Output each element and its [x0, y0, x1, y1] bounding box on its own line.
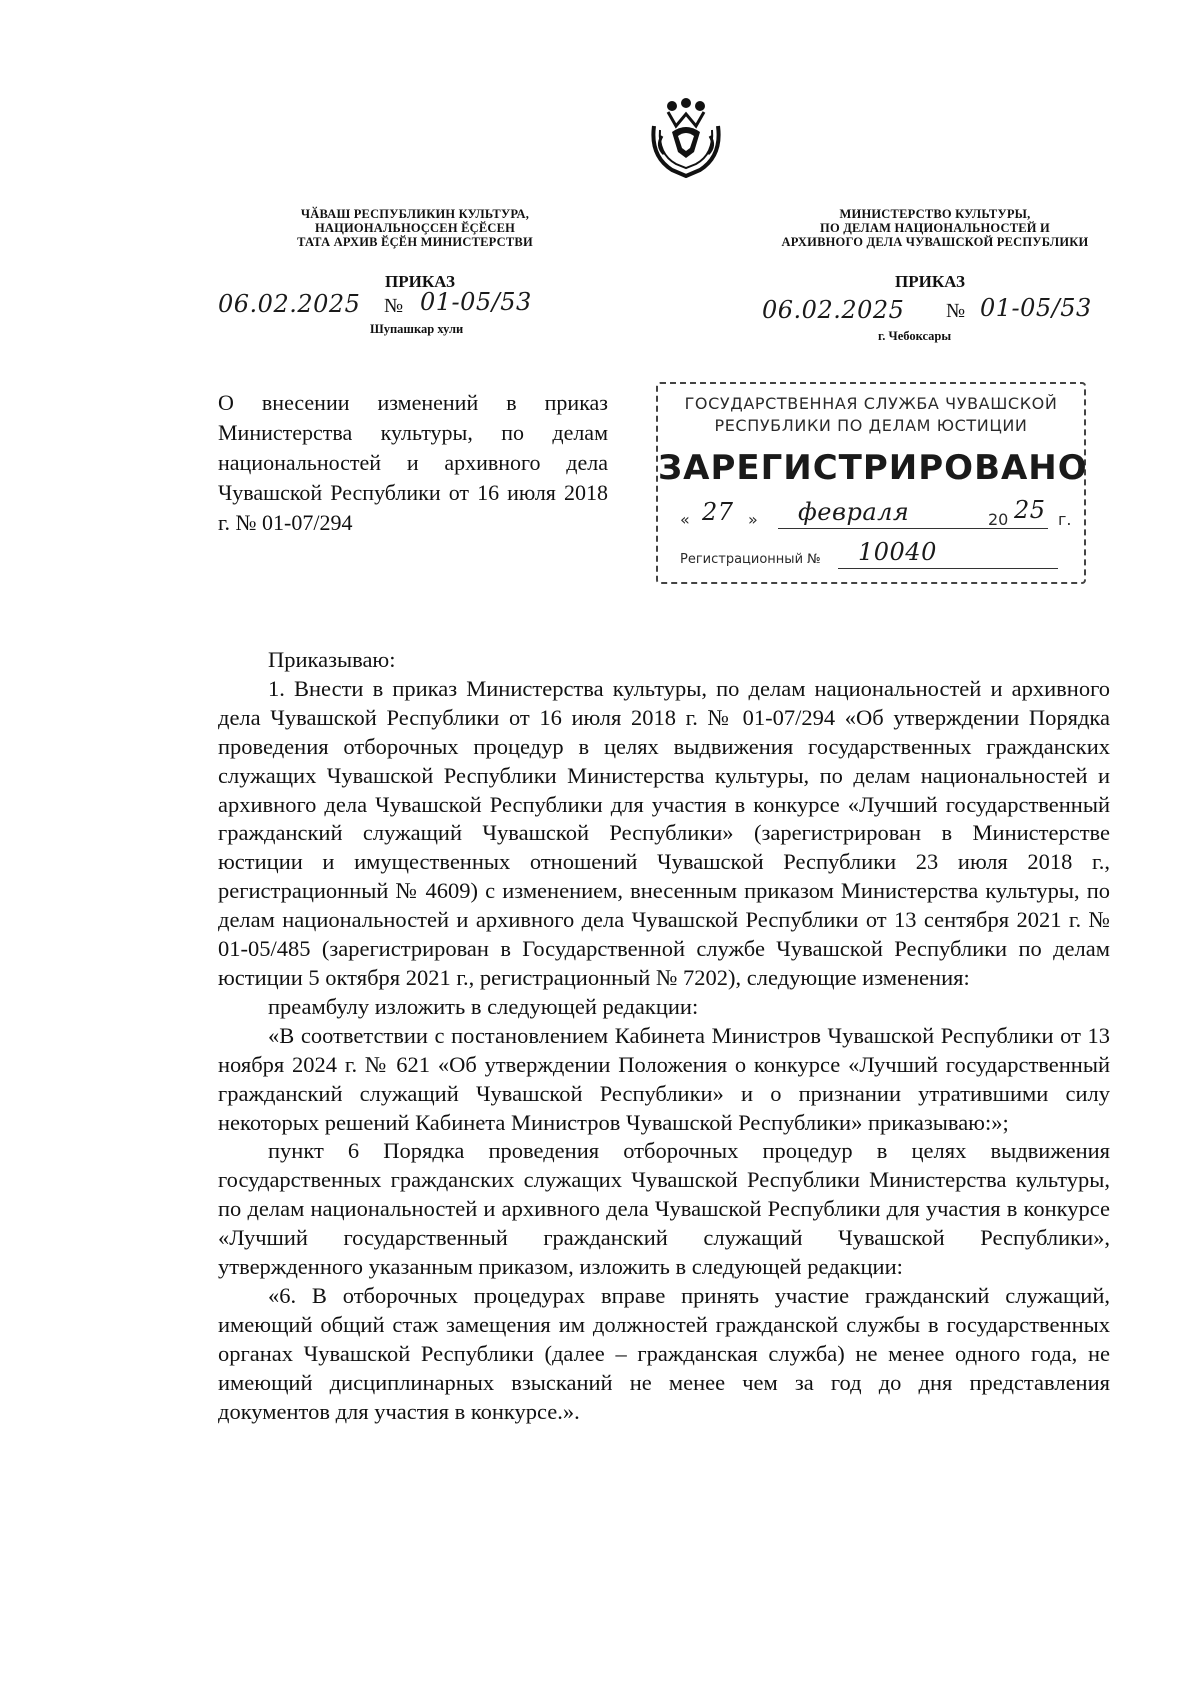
body-paragraph-item6-intro: пункт 6 Порядка проведения отборочных процедур в целях выдвижения государственных гражданских служащих Чувашской Республики Министерства культуры, по делам национальностей и архивного дела Чувашской Республики для участия в конкурсе «Лучший государственный гражданский служащий Чувашской Республики», утвержденного указанным приказом, изложить в следующей редакции: — [218, 1138, 1110, 1280]
order-number-right: 01-05/53 — [980, 294, 1092, 322]
order-label-left: ПРИКАЗ — [385, 272, 455, 291]
stamp-year-prefix: 20 — [988, 510, 1009, 529]
header-left-line-1: ЧӐВАШ РЕСПУБЛИКИН КУЛЬТУРА, — [300, 207, 530, 221]
header-left-ministry-chuvash — [250, 207, 580, 249]
stamp-day: 27 — [702, 498, 734, 526]
stamp-reg-underline — [838, 568, 1058, 569]
order-date-right: 06.02.2025 — [762, 296, 905, 324]
stamp-month: февраля — [798, 498, 910, 526]
registration-stamp — [656, 382, 1086, 584]
coat-of-arms-emblem — [642, 96, 730, 178]
stamp-year-suffix: 25 — [1014, 496, 1046, 524]
header-right-line-2: ПО ДЕЛАМ НАЦИОНАЛЬНОСТЕЙ И — [820, 221, 1050, 235]
header-right-line-1: МИНИСТЕРСТВО КУЛЬТУРЫ, — [839, 207, 1031, 221]
body-paragraph-preamble-intro: преамбулу изложить в следующей редакции: — [268, 993, 699, 1019]
document-title: О внесении изменений в приказ Министерства культуры, по делам национальностей и архивного дела Чувашской Республики от 16 июля 2018 г. № 01-07/294 — [218, 390, 608, 535]
stamp-registered: ЗАРЕГИСТРИРОВАНО — [658, 448, 1088, 488]
stamp-reg-number: 10040 — [858, 538, 937, 566]
order-num-sign-right: № — [946, 300, 966, 322]
order-date-left: 06.02.2025 — [218, 290, 361, 318]
stamp-quote-close: » — [748, 510, 758, 529]
order-number-left: 01-05/53 — [420, 288, 532, 316]
order-num-sign-left: № — [384, 295, 404, 317]
header-right-line-3: АРХИВНОГО ДЕЛА ЧУВАШСКОЙ РЕСПУБЛИКИ — [781, 235, 1089, 249]
stamp-quote-open: « — [680, 510, 690, 529]
order-place-left: Шупашкар хули — [370, 322, 464, 336]
header-right-ministry-russian — [740, 207, 1130, 249]
header-left-line-3: ТАТА АРХИВ ӖҪӖН МИНИСТЕРСТВИ — [297, 235, 533, 249]
body-paragraph-preamble-text: «В соответствии с постановлением Кабинета Министров Чувашской Республики от 13 ноября 2024 г. № 621 «Об утверждении Положения о конкурсе «Лучший государственный гражданский служащий Чувашской Республики» и о признании утратившими силу некоторых решений Кабинета Министров Чувашской Республики» приказываю:»; — [218, 1022, 1110, 1135]
body-paragraph-item6-text: «6. В отборочных процедурах вправе принять участие гражданский служащий, имеющий общий стаж замещения им должностей гражданской службы в государственных органах Чувашской Республики (далее – гражданская служба) не менее одного года, не имеющий дисциплинарных взысканий не менее чем за год до дня представления документов для участия в конкурсе.». — [218, 1282, 1110, 1424]
body-paragraph-1: 1. Внести в приказ Министерства культуры, по делам национальностей и архивного дела Чувашской Республики от 16 июля 2018 г. № 01-07/294 «Об утверждении Порядка проведения отборочных процедур в целях выдвижения государственных гражданских служащих Чувашской Республики Министерства культуры, по делам национальностей и архивного дела Чувашской Республики для участия в конкурсе «Лучший государственный гражданский служащий Чувашской Республики» (зарегистрирован в Министерстве юстиции и имущественных отношений Чувашской Республики 23 июля 2018 г., регистрационный № 4609) с изменением, внесенным приказом Министерства культуры, по делам национальностей и архивного дела Чувашской Республики от 13 сентября 2021 г. № 01-05/485 (зарегистрирован в Государственной службе Чувашской Республики по делам юстиции 5 октября 2021 г., регистрационный № 7202), следующие изменения: — [218, 675, 1110, 990]
order-label-right: ПРИКАЗ — [895, 272, 965, 291]
stamp-date-underline — [778, 528, 1048, 529]
header-left-line-2: НАЦИОНАЛЬНОҪСЕН ӖҪӖСЕН — [314, 221, 516, 235]
body-paragraph-orders: Приказываю: — [268, 647, 396, 672]
document-body — [218, 646, 1110, 1426]
stamp-year-unit: г. — [1058, 510, 1072, 529]
order-place-right: г. Чебоксары — [878, 329, 952, 343]
stamp-line-2: РЕСПУБЛИКИ ПО ДЕЛАМ ЮСТИЦИИ — [714, 416, 1028, 435]
stamp-reg-label: Регистрационный № — [680, 552, 821, 567]
stamp-line-1: ГОСУДАРСТВЕННАЯ СЛУЖБА ЧУВАШСКОЙ — [684, 394, 1058, 413]
